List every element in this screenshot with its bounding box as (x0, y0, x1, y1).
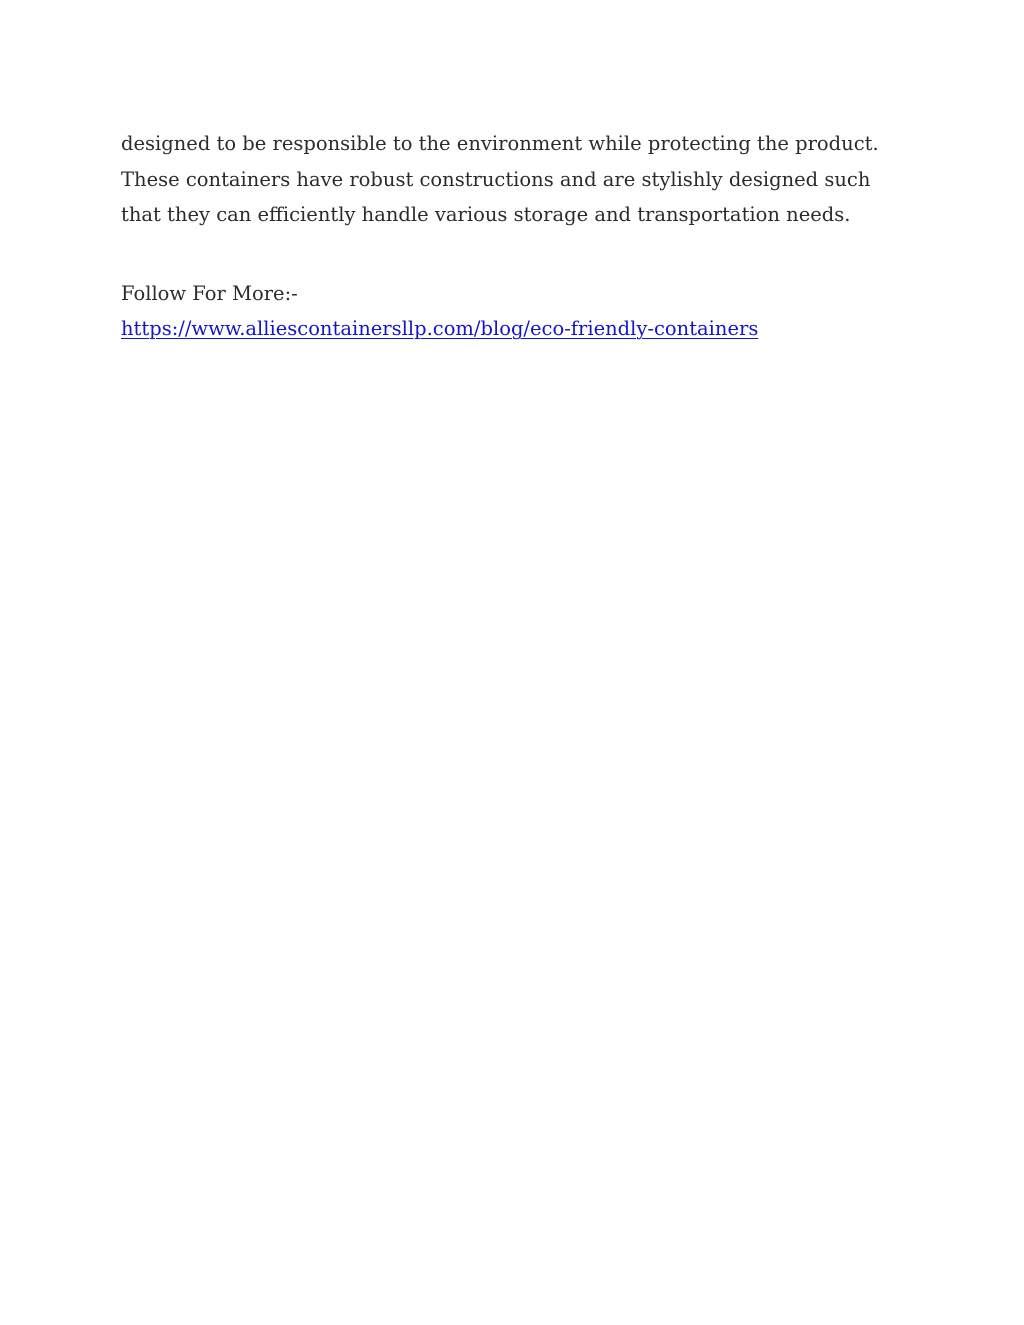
blog-link[interactable]: https://www.alliescontainersllp.com/blog/eco-friendly-containers (121, 317, 759, 340)
follow-section (121, 276, 901, 347)
document-body (121, 126, 901, 347)
paragraph-line: that they can efficiently handle various storage and transportation needs. (121, 203, 851, 226)
body-paragraph (121, 126, 901, 233)
paragraph-line: designed to be responsible to the environment while protecting the product. (121, 132, 879, 155)
paragraph-line: These containers have robust constructions and are stylishly designed such (121, 167, 871, 191)
follow-label: Follow For More:- (121, 281, 298, 305)
